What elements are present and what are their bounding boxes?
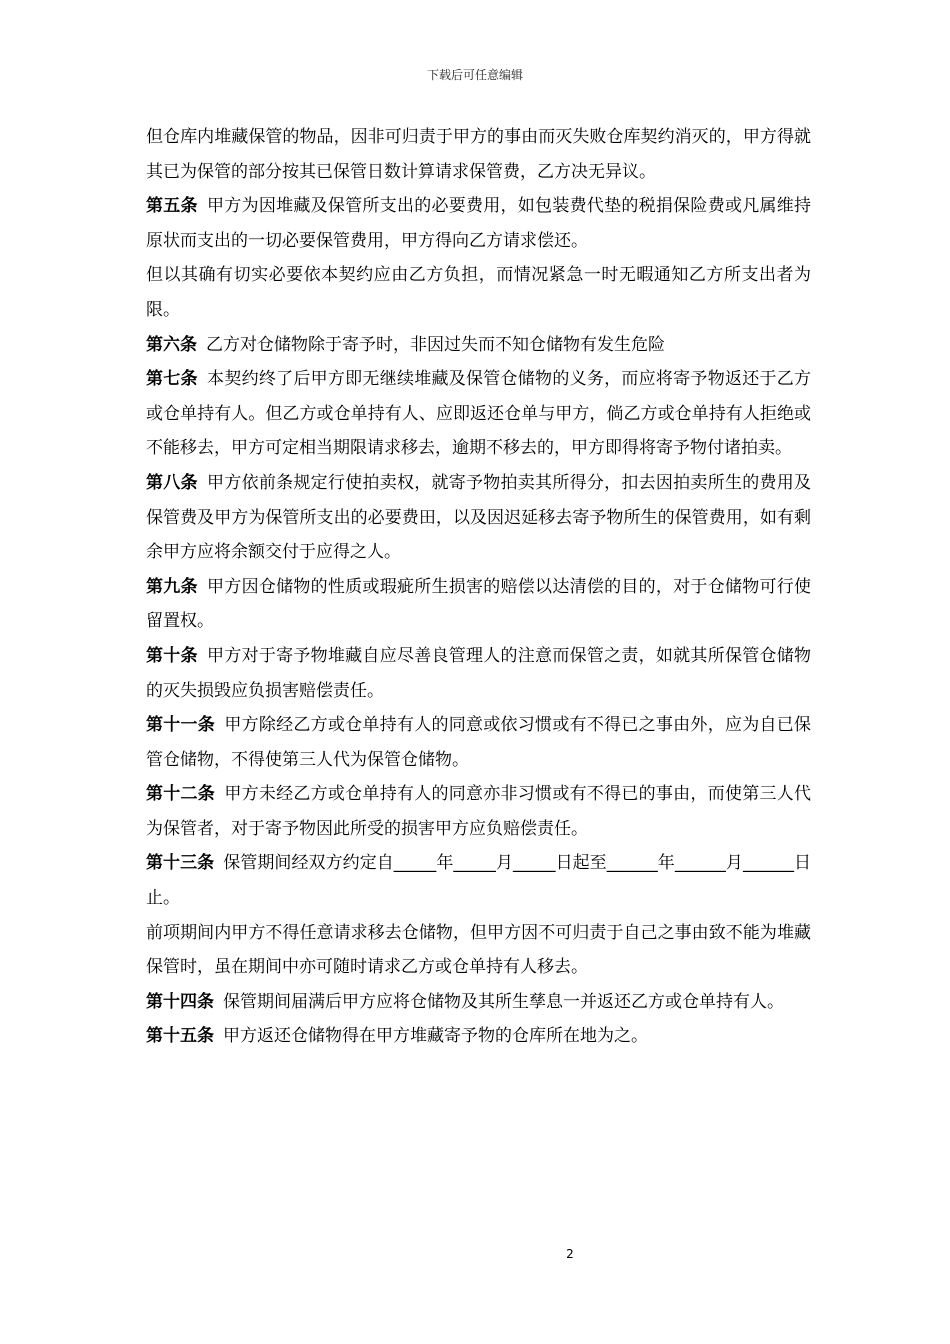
paragraph-text: 甲方对于寄予物堆藏自应尽善良管理人的注意而保管之责，如就其所保管仓储物的灭失损毁应负损害赔偿责任。: [146, 645, 812, 701]
paragraph: [146, 846, 811, 915]
article-label: 第十一条: [146, 715, 216, 736]
paragraph: [146, 258, 811, 327]
paragraph-text: 甲方因仓储物的性质或瑕疵所生损害的赔偿以达清偿的目的，对于仓储物可行使留置权。: [146, 576, 812, 632]
article-label: 第五条: [146, 196, 198, 217]
paragraph-text: 甲方返还仓储物得在甲方堆藏寄予物的仓库所在地为之。: [223, 1026, 648, 1047]
paragraph-text: 乙方对仓储物除于寄予时，非因过失而不知仓储物有发生危险: [206, 334, 665, 355]
paragraph-text: 甲方为因堆藏及保管所支出的必要费用，如包装费代垫的税捐保险费或凡属维持原状而支出的一切必要保管费用，甲方得向乙方请求偿还。: [146, 196, 812, 251]
document-body: [146, 120, 811, 1054]
paragraph-text: 保管期间届满后甲方应将仓储物及其所生孳息一并返还乙方或仓单持有人。: [223, 991, 784, 1012]
article-label: 第八条: [146, 472, 198, 493]
article-label: 第十四条: [146, 991, 214, 1012]
paragraph: [146, 466, 811, 570]
paragraph: [146, 639, 811, 708]
paragraph: [146, 777, 811, 846]
paragraph-text: 前项期间内甲方不得任意请求移去仓储物，但甲方因不可归责于自己之事由致不能为堆藏保管时，虽在期间中亦可随时请求乙方或仓单持有人移去。: [146, 922, 811, 978]
page-number: 2: [566, 1247, 574, 1261]
article-label: 第十五条: [146, 1026, 214, 1047]
paragraph-text: 甲方除经乙方或仓单持有人的同意或依习惯或有不得已之事由外，应为自已保管仓储物，不得使第三人代为保管仓储物。: [146, 715, 812, 770]
paragraph: [146, 189, 811, 258]
paragraph: [146, 708, 811, 777]
article-label: 第十条: [146, 645, 198, 666]
paragraph-text: 甲方未经乙方或仓单持有人的同意亦非习惯或有不得已的事由，而使第三人代为保管者，对于寄予物因此所受的损害甲方应负赔偿责任。: [146, 784, 812, 839]
article-label: 第十二条: [146, 784, 216, 805]
article-label: 第六条: [146, 334, 197, 355]
paragraph: [146, 985, 811, 1020]
paragraph-text: 本契约终了后甲方即无继续堆藏及保管仓储物的义务，而应将寄予物返还于乙方或仓单持有人。但乙方或仓单持有人、应即返还仓单与甲方，倘乙方或仓单持有人拒绝或不能移去，甲方可定相当期限请求移去，逾期不移去的，甲方即得将寄予物付诸拍卖。: [146, 369, 812, 459]
paragraph: [146, 916, 811, 985]
paragraph-text: 甲方依前条规定行使拍卖权，就寄予物拍卖其所得分，扣去因拍卖所生的费用及保管费及甲方为保管所支出的必要费田，以及因迟延移去寄予物所生的保管费用，如有剩余甲方应将余额交付于应得之人。: [146, 472, 812, 563]
paragraph-text: 但仓库内堆藏保管的物品，因非可归责于甲方的事由而灭失败仓库契约消灭的，甲方得就其已为保管的部分按其已保管日数计算请求保管费，乙方决无异议。: [146, 127, 811, 182]
article-label: 第七条: [146, 369, 198, 390]
paragraph: [146, 1019, 811, 1054]
paragraph-text: 保管期间经双方约定自_____年_____月_____日起至______年______月______日止。: [146, 853, 812, 909]
article-label: 第九条: [146, 576, 198, 597]
paragraph-text: 但以其确有切实必要依本契约应由乙方负担，而情况紧急一时无暇通知乙方所支出者为限。: [146, 265, 811, 320]
paragraph: [146, 570, 811, 639]
paragraph: [146, 120, 811, 189]
paragraph: [146, 328, 811, 363]
page-header: 下载后可任意编辑: [426, 68, 523, 82]
article-label: 第十三条: [146, 853, 215, 874]
paragraph: [146, 362, 811, 466]
